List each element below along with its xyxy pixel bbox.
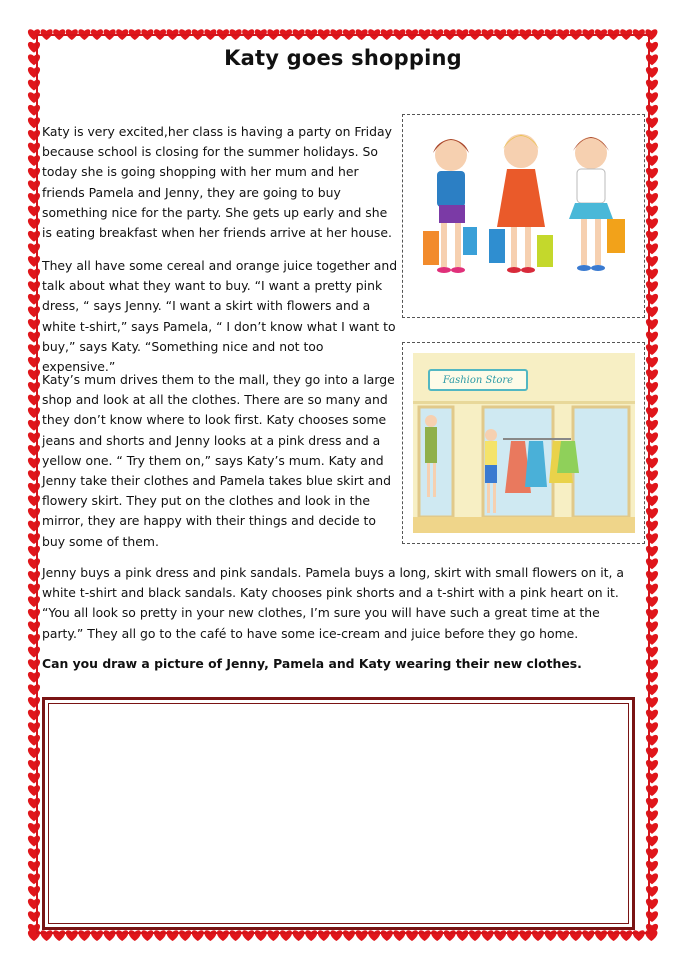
paragraph-3: Katy’s mum drives them to the mall, they go into a large shop and look at all the clothes. There are so many and they don’t know where to look first. Katy chooses some jeans and shorts and Jenny looks at a pink dress and a yellow one. “ Try them on,” says Katy’s mum. Katy and Jenny take their clothes and Pamela takes blue skirt and flowery skirt. They put on the clothes and look in the mirror, they are happy with their things and decide to buy some of them. <box>42 372 395 549</box>
girls-shopping-illustration <box>402 114 645 318</box>
girl-katy-figure <box>423 139 477 273</box>
paragraph-4: Jenny buys a pink dress and pink sandals. Pamela buys a long, skirt with small flowers on it, a white t-shirt and black sandals. Katy chooses pink shorts and a t-shirt with a pink heart on it. “You all look so pretty in your new clothes, I’m sure you will have such a great time at the party.” They all go to the café to have some ice-cream and juice before they go home. <box>42 565 625 641</box>
drawing-area-inner-border <box>48 703 629 924</box>
girl-pamela-figure <box>569 137 625 271</box>
drawing-question: Can you draw a picture of Jenny, Pamela and Katy wearing their new clothes. <box>42 656 582 671</box>
girl-jenny-figure <box>489 134 553 273</box>
fashion-store-sign: Fashion Store <box>428 369 528 391</box>
drawing-area[interactable] <box>42 697 635 930</box>
page-title: Katy goes shopping <box>224 46 462 70</box>
paragraph-2: They all have some cereal and orange juice together and talk about what they want to buy. “I want a pretty pink dress, “ says Jenny. “I want a skirt with flowers and a white t-shirt,” says Pamela, “ I don’t know what I want to buy,” says Katy. “Something nice and not too expensive.” <box>42 258 398 375</box>
paragraph-1: Katy is very excited,her class is having a party on Friday because school is closing for the summer holidays. So today she is going shopping with her mum and her friends Pamela and Jenny, they are going to buy something nice for the party. She gets up early and she is eating breakfast when her friends arrive at her house. <box>42 124 392 241</box>
